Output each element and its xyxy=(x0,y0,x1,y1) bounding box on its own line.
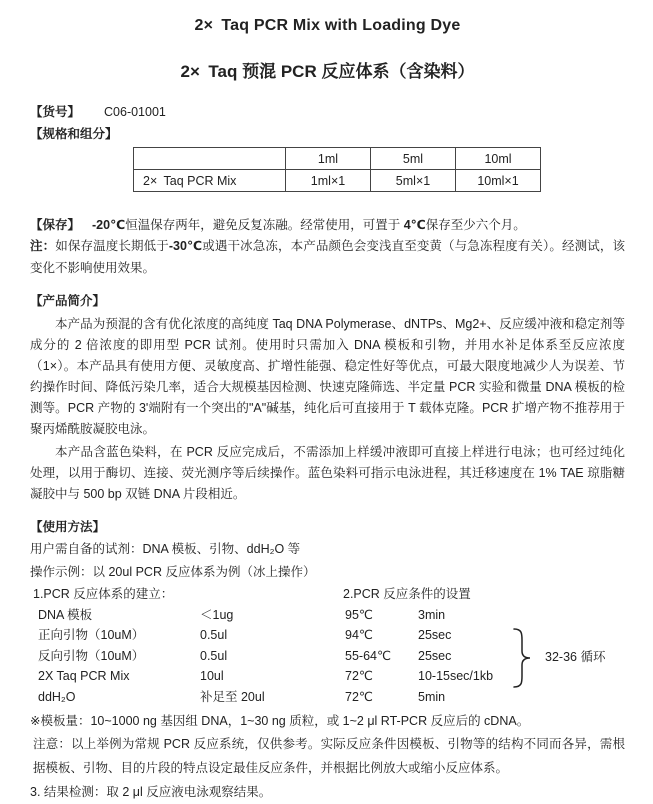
usage-section-label: 【使用方法】 xyxy=(30,520,106,534)
condition-temp: 55-64℃ xyxy=(345,648,392,663)
reaction-label: ddH₂O xyxy=(38,689,76,704)
condition-temp: 95℃ xyxy=(345,607,373,622)
reaction-row xyxy=(30,666,340,687)
reaction-value: 补足至 20ul xyxy=(200,689,265,704)
condition-time: 3min xyxy=(418,607,446,622)
reaction-label: 2X Taq PCR Mix xyxy=(38,669,130,683)
intro-paragraph-1: 本产品为预混的含有优化浓度的高纯度 Taq DNA Polymerase、dNTPs、Mg2+、反应缓冲液和稳定剂等成分的 2 倍浓度的即用型 PCR 试剂。使用时只需加入 DNA 模板和引物，并用水补足体系至反应浓度（1×）。本产品具有使用方便、灵敏度高、扩增性能强、稳定性好等优点，可最大限度地减少人为误差、节约操作时间、降低污染几率，适合大规模基因检测、快速克隆筛选、半定量 PCR 实验和微量 DNA 模板的检测等。PCR 产物的 3'端附有一个突出的"A"碱基，纯化后可直接用于 T 载体克隆。PCR 扩增产物不推荐用于聚丙烯酰胺凝胶电泳。 xyxy=(30,317,625,436)
note-label: 注： xyxy=(30,239,56,253)
reaction-label: 反向引物（10uM） xyxy=(38,648,145,663)
catalog-line xyxy=(30,102,625,123)
storage-text-1: 恒温保存两年，避免反复冻融。经常使用，可置于 xyxy=(125,218,404,232)
spec-qty-5ml: 5ml×1 xyxy=(371,170,456,192)
note-temp-minus30: -30℃ xyxy=(168,239,203,253)
usage-reagents-line: 用户需自备的试剂：DNA 模板、引物、ddH₂O 等 xyxy=(30,542,301,556)
template-amount-note: ※模板量：10~1000 ng 基因组 DNA，1~30 ng 质粒，或 1~2 μl RT-PCR 反应后的 cDNA。 xyxy=(30,714,530,728)
reaction-label: DNA 模板 xyxy=(38,607,93,622)
condition-time: 25sec xyxy=(418,628,452,642)
spec-section-label: 【规格和组分】 xyxy=(30,127,118,141)
reaction-value: 10ul xyxy=(200,669,224,683)
reaction-row xyxy=(30,687,340,708)
condition-row xyxy=(340,605,625,626)
storage-line xyxy=(30,215,625,236)
spec-qty-10ml: 10ml×1 xyxy=(456,170,541,192)
product-title-cn: 2× Taq 预混 PCR 反应体系（含染料） xyxy=(180,62,475,81)
spec-qty-1ml: 1ml×1 xyxy=(286,170,371,192)
intro-paragraph-2: 本产品含蓝色染料，在 PCR 反应完成后，不需添加上样缓冲液即可直接上样进行电泳；也可经过纯化处理，以用于酶切、连接、荧光测序等后续操作。蓝色染料可指示电泳进程，其迁移速度在 1% TAE 琼脂糖凝胶中与 500 bp 双链 DNA 片段相近。 xyxy=(30,445,625,501)
reaction-system-column xyxy=(30,584,340,707)
condition-temp: 72℃ xyxy=(345,689,373,704)
product-title-en: 2× Taq PCR Mix with Loading Dye xyxy=(194,17,461,34)
spec-product-name: 2× Taq PCR Mix xyxy=(134,170,286,192)
storage-label: 【保存】 xyxy=(30,218,81,232)
cycle-brace-icon xyxy=(512,627,534,689)
reaction-row xyxy=(30,646,340,667)
storage-text-2: 保存至少六个月。 xyxy=(425,218,526,232)
reaction-value: ＜1ug xyxy=(200,607,234,622)
condition-temp: 94℃ xyxy=(345,628,373,642)
condition-time: 5min xyxy=(418,689,446,704)
reaction-system-title: 1.PCR 反应体系的建立： xyxy=(33,587,174,601)
condition-row xyxy=(340,666,625,687)
note-text-pre: 如保存温度长期低于 xyxy=(55,239,169,253)
spec-table xyxy=(133,147,541,192)
condition-time: 10-15sec/1kb xyxy=(418,669,494,683)
spec-header-empty xyxy=(134,148,286,170)
condition-row xyxy=(340,687,625,708)
reaction-value: 0.5ul xyxy=(200,648,228,663)
storage-temp-4c: 4℃ xyxy=(403,218,426,232)
spec-header-1ml: 1ml xyxy=(286,148,371,170)
reaction-label: 正向引物（10uM） xyxy=(38,628,145,642)
spec-header-row xyxy=(134,148,541,170)
cycling-conditions-title: 2.PCR 反应条件的设置 xyxy=(343,587,471,601)
condition-temp: 72℃ xyxy=(345,669,373,683)
catalog-number: C06-01001 xyxy=(104,105,166,119)
reaction-value: 0.5ul xyxy=(200,628,228,642)
catalog-label: 【货号】 xyxy=(30,105,81,119)
storage-note xyxy=(30,236,625,279)
spec-header-5ml: 5ml xyxy=(371,148,456,170)
usage-example-line: 操作示例：以 20ul PCR 反应体系为例（冰上操作） xyxy=(30,564,316,579)
note-text-post: 或遇干冰急冻，本产品颜色会变浅直至变黄（与急冻程度有关）。经测试，该变化不影响使用效果。 xyxy=(30,239,625,275)
cycling-conditions-column xyxy=(340,584,625,707)
condition-time: 25sec xyxy=(418,648,452,663)
usage-two-columns xyxy=(30,584,625,707)
cycle-count-label: 32-36 循环 xyxy=(545,650,606,664)
spec-header-10ml: 10ml xyxy=(456,148,541,170)
result-detection-line: 3. 结果检测：取 2 μl 反应液电泳观察结果。 xyxy=(30,785,272,799)
caution-paragraph: 注意：以上举例为常规 PCR 反应系统，仅供参考。实际反应条件因模板、引物等的结构不同而各异，需根据模板、引物、目的片段的特点设定最佳反应条件，并根据比例放大或缩小反应体系。 xyxy=(33,737,625,775)
spec-data-row xyxy=(134,170,541,192)
storage-temp-minus20: -20℃ xyxy=(92,218,126,232)
condition-row xyxy=(340,625,625,646)
reaction-row xyxy=(30,605,340,626)
reaction-row xyxy=(30,625,340,646)
intro-section-label: 【产品简介】 xyxy=(30,294,106,308)
